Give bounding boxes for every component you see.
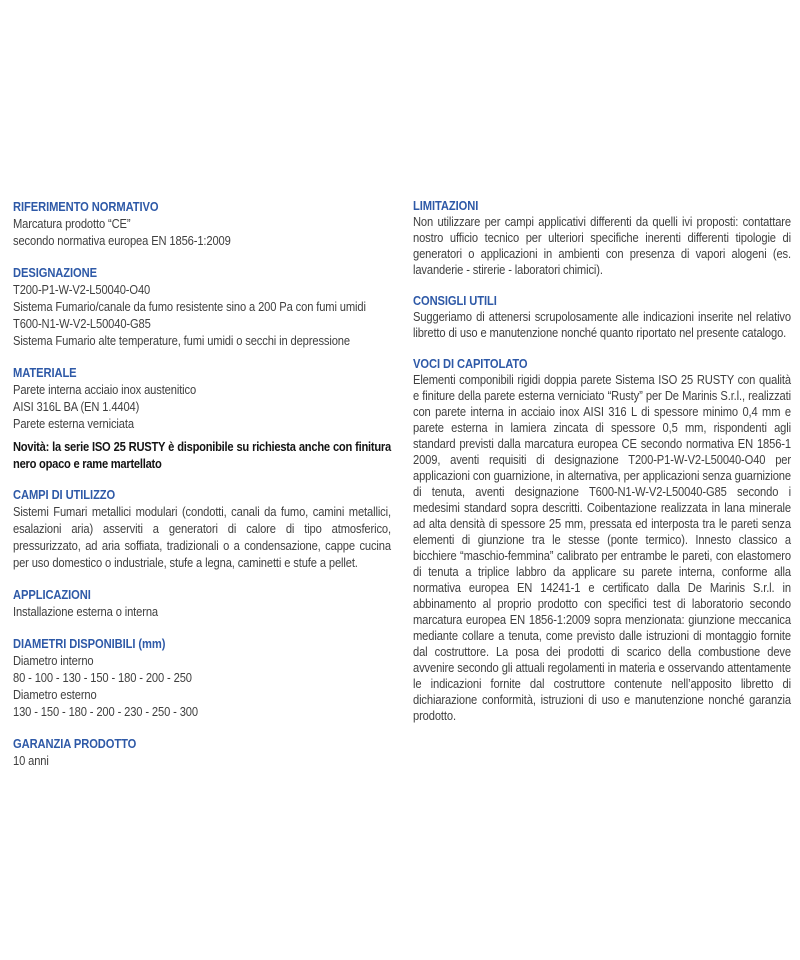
section-heading-limitazioni: LIMITAZIONI bbox=[413, 198, 479, 213]
riferimento-line: Marcatura prodotto “CE” bbox=[13, 216, 131, 231]
materiale-line: AISI 316L BA (EN 1.4404) bbox=[13, 399, 140, 414]
campi-paragraph: Sistemi Fumari metallici modulari (condotti, canali da fumo, camini metallici, esalazioni aria) asserviti a generatori di calore di tipo atmosferico, pressurizzato, ad aria soffiata, tradizionali o a condensazione, cappe cucina per uso domestico o industriale, stufe a legna, caminetti e stufe a pellet. bbox=[13, 504, 391, 570]
materiale-line: Parete esterna verniciata bbox=[13, 416, 134, 431]
left-column bbox=[13, 198, 391, 784]
riferimento-line: secondo normativa europea EN 1856-1:2009 bbox=[13, 233, 231, 248]
consigli-paragraph: Suggeriamo di attenersi scrupolosamente alle indicazioni inserite nel relativo libretto di uso e manutenzione nonché quanto riportato nel presente catalogo. bbox=[413, 309, 791, 340]
section-heading-riferimento: RIFERIMENTO NORMATIVO bbox=[13, 199, 159, 214]
section-heading-designazione: DESIGNAZIONE bbox=[13, 265, 97, 280]
section-consigli-utili bbox=[413, 293, 791, 341]
garanzia-line: 10 anni bbox=[13, 753, 49, 768]
materiale-line: Parete interna acciaio inox austenitico bbox=[13, 382, 197, 397]
right-column bbox=[413, 198, 791, 739]
diametri-line: 80 - 100 - 130 - 150 - 180 - 200 - 250 bbox=[13, 670, 192, 685]
novita-note: Novità: la serie ISO 25 RUSTY è disponibile su richiesta anche con finitura nero opaco e rame martellato bbox=[13, 439, 391, 471]
section-heading-garanzia: GARANZIA PRODOTTO bbox=[13, 736, 137, 751]
voci-paragraph: Elementi componibili rigidi doppia parete Sistema ISO 25 RUSTY con qualità e finiture della parete esterna verniciato “Rusty” per De Marinis S.r.l., realizzati con parete interna in acciaio inox AISI 316 L di spessore minimo 0,4 mm e parete esterna in lamiera zincata di spessore 0,5 mm, rispondenti agli standard previsti dalla marcatura europea CE secondo normativa EN 1856-1 2009, aventi requisiti di designazione T200-P1-W-V2-L50040-O40 per applicazioni con guarnizione, in alternativa, per applicazioni senza guarnizione di tenuta, aventi designazione T600-N1-W-V2-L50040-G85 secondo i medesimi standard sopra descritti. Coibentazione realizzata in lana minerale ad alta densità di spessore 25 mm, pressata ed interposta tra le pareti senza elementi di giunzione tra le stesse (ponte termico). Innesto classico a bicchiere “maschio-femmina” calibrato per entrambe le pareti, con elastomero di tenuta a triplice labbro da applicare su parete interna, conforme alla normativa europea EN 14241-1 e certificato dalla De Marinis S.r.l. in abbinamento al proprio prodotto con specifici test di laboratorio secondo marcatura europea EN 1856-1:2009 sopra menzionata: giunzione meccanica mediante collare a tenuta, come previsto dalle istruzioni di montaggio fornite dal costruttore. La posa dei prodotti di scarico della combustione deve avvenire secondo gli attuali regolamenti in materia e osservando attentamente le indicazioni fornite dal costruttore contenute nell’apposito libretto di dichiarazione conformità, istruzioni di uso e manutenzione nonché garanzia prodotto. bbox=[413, 372, 791, 723]
designazione-line: Sistema Fumario alte temperature, fumi umidi o secchi in depressione bbox=[13, 333, 350, 348]
limitazioni-paragraph: Non utilizzare per campi applicativi differenti da quelli ivi proposti: contattare nostro ufficio tecnico per ulteriori specifiche inerenti differenti tipologie di generatori o applicazioni in ambienti con presenza di vapori alogeni (es. lavanderie - stirerie - laboratori chimici). bbox=[413, 214, 791, 277]
designazione-line: T200-P1-W-V2-L50040-O40 bbox=[13, 282, 151, 297]
section-heading-diametri: DIAMETRI DISPONIBILI (mm) bbox=[13, 636, 166, 651]
section-heading-applicazioni: APPLICAZIONI bbox=[13, 587, 91, 602]
section-voci-di-capitolato bbox=[413, 356, 791, 724]
diametri-line: Diametro esterno bbox=[13, 687, 97, 702]
section-heading-campi: CAMPI DI UTILIZZO bbox=[13, 487, 116, 502]
section-heading-consigli: CONSIGLI UTILI bbox=[413, 293, 497, 308]
section-campi-di-utilizzo bbox=[13, 486, 391, 571]
diametri-line: Diametro interno bbox=[13, 653, 94, 668]
section-heading-voci: VOCI DI CAPITOLATO bbox=[413, 356, 528, 371]
section-riferimento-normativo bbox=[13, 198, 391, 249]
section-heading-materiale: MATERIALE bbox=[13, 365, 77, 380]
designazione-line: T600-N1-W-V2-L50040-G85 bbox=[13, 316, 151, 331]
section-garanzia-prodotto bbox=[13, 735, 391, 769]
diametri-line: 130 - 150 - 180 - 200 - 230 - 250 - 300 bbox=[13, 704, 198, 719]
section-designazione bbox=[13, 264, 391, 349]
section-applicazioni bbox=[13, 586, 391, 620]
designazione-line: Sistema Fumario/canale da fumo resistente sino a 200 Pa con fumi umidi bbox=[13, 299, 366, 314]
applicazioni-line: Installazione esterna o interna bbox=[13, 604, 158, 619]
section-diametri-disponibili bbox=[13, 635, 391, 720]
section-materiale bbox=[13, 364, 391, 432]
section-limitazioni bbox=[413, 198, 791, 278]
